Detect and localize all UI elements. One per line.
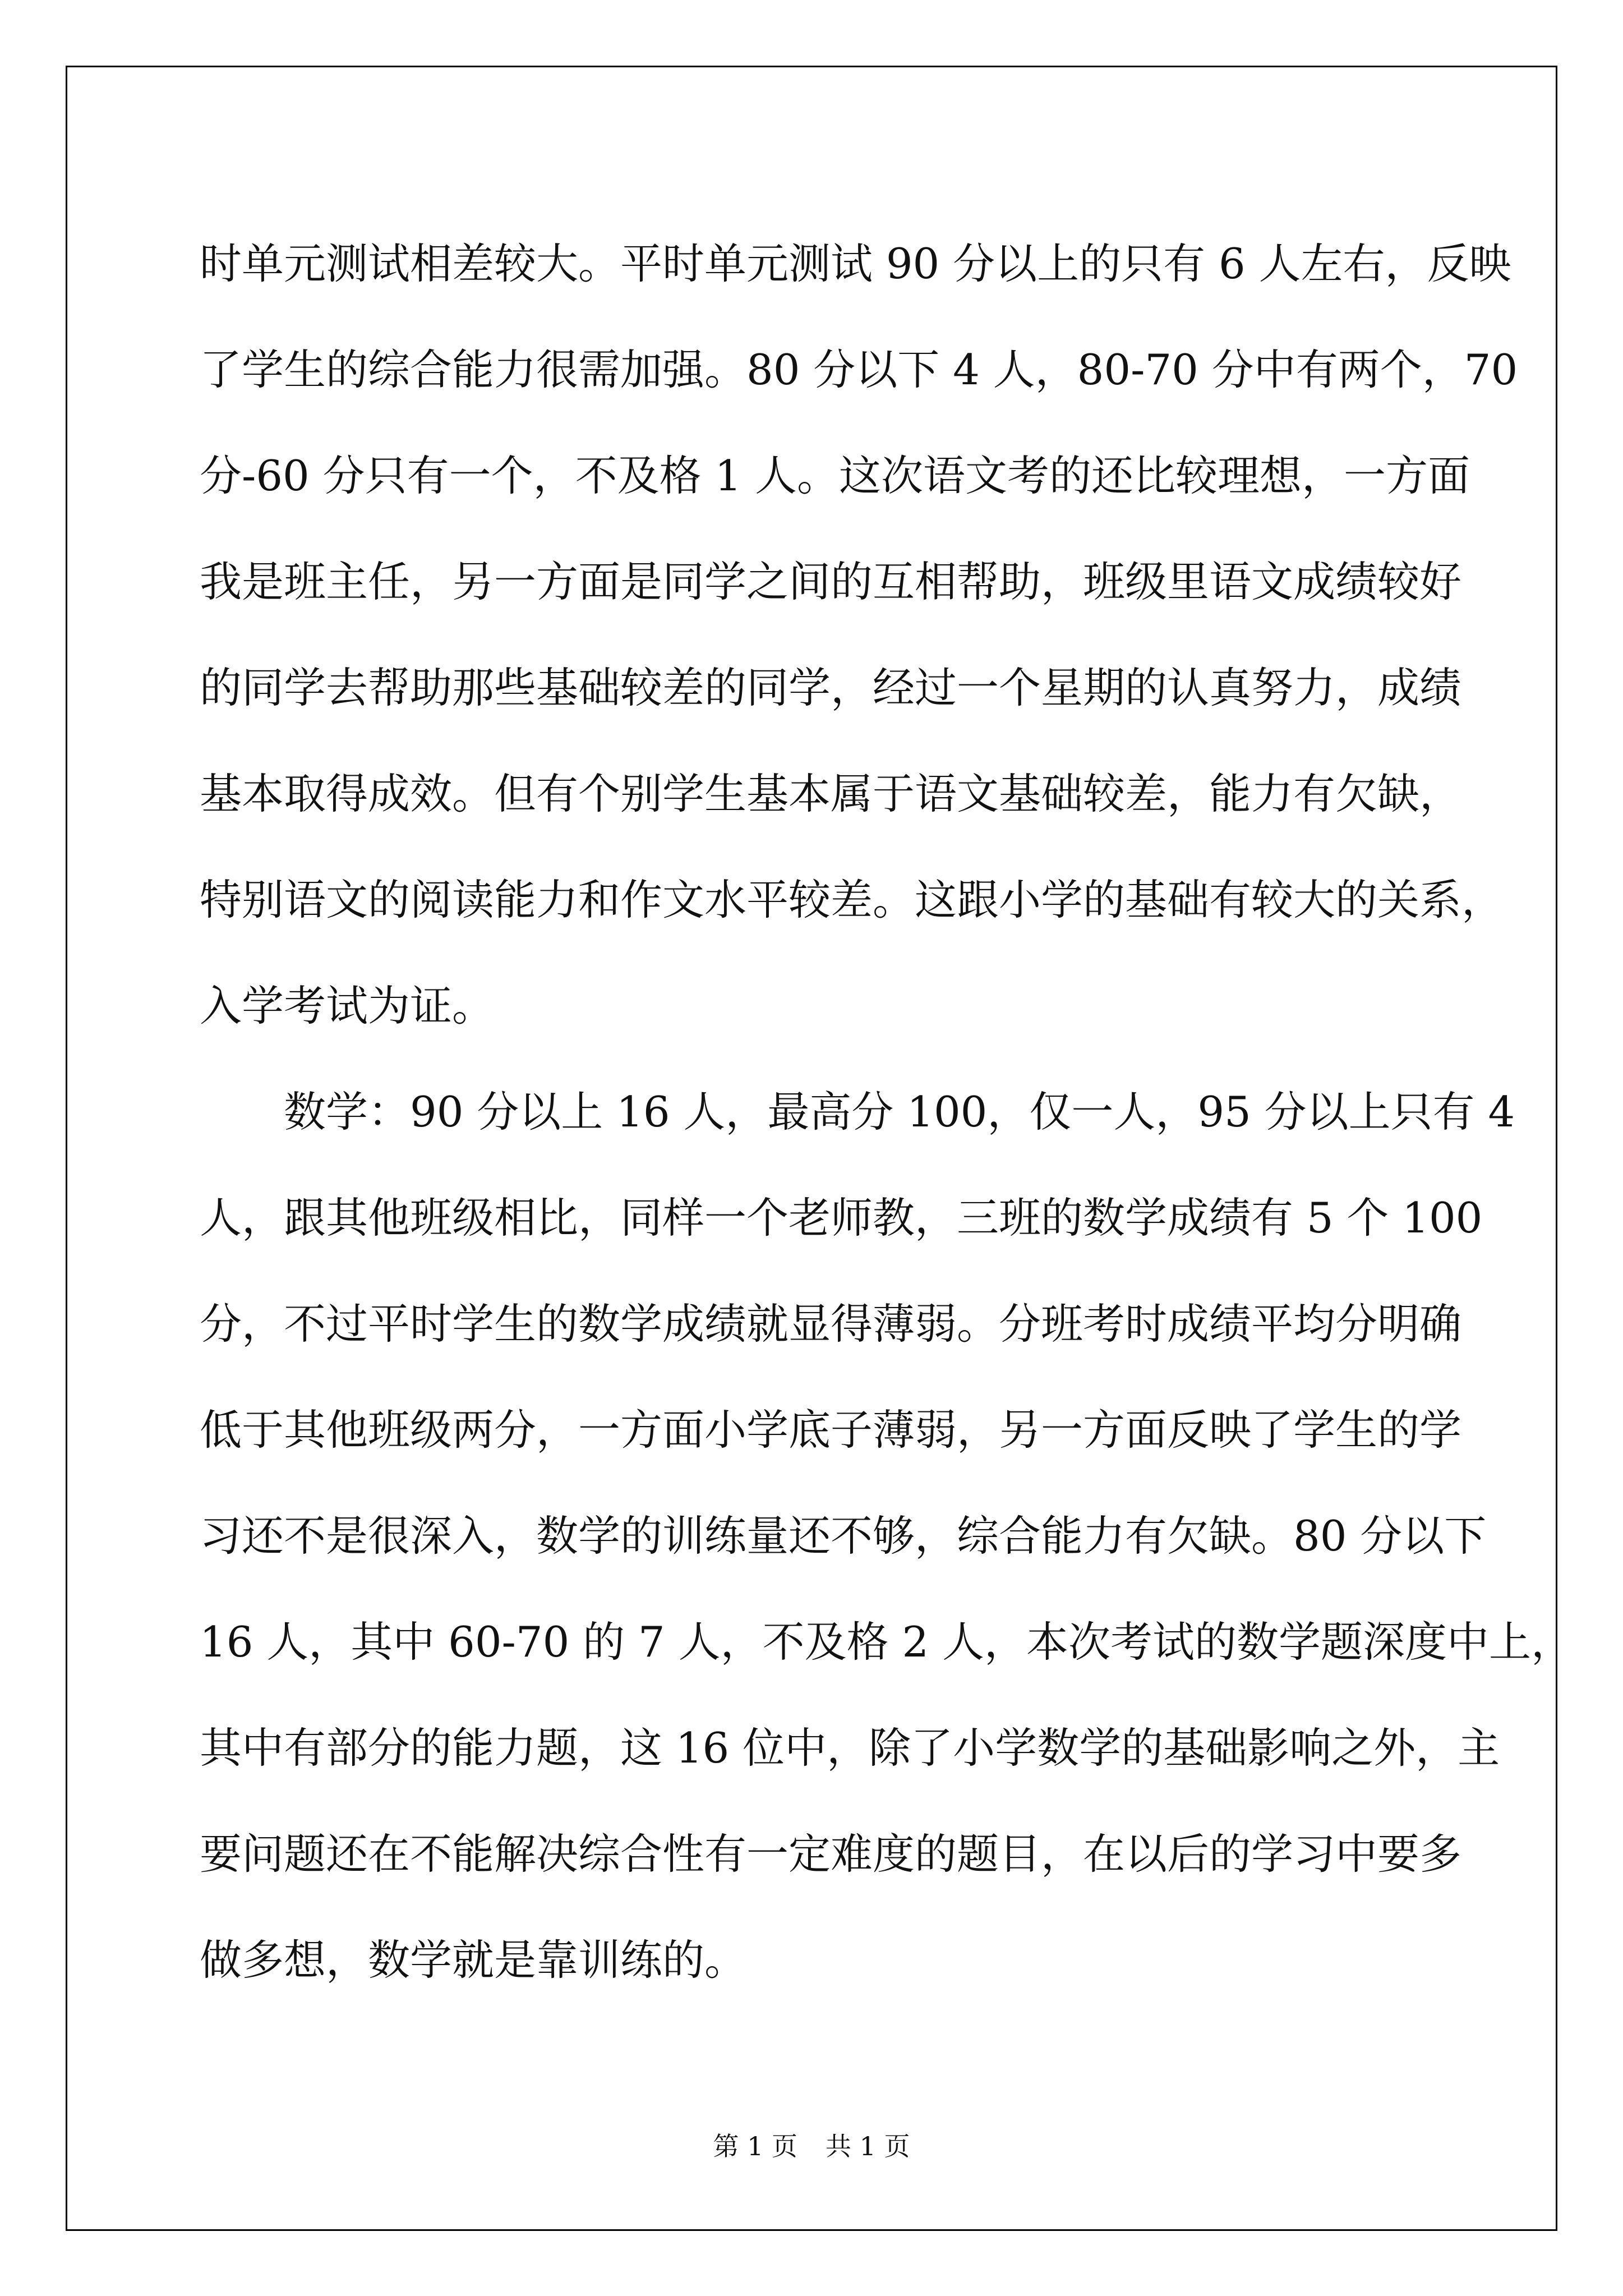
text-line: 时单元测试相差较大。平时单元测试 90 分以上的只有 6 人左右，反映 [200,239,1511,288]
page-footer [0,2126,1623,2163]
text-line: 了学生的综合能力很需加强。80 分以下 4 人，80-70 分中有两个，70 [200,345,1518,394]
text-line: 分，不过平时学生的数学成绩就显得薄弱。分班考时成绩平均分明确 [200,1299,1462,1349]
text-line: 做多想，数学就是靠训练的。 [200,1935,747,1985]
text-line: 数学：90 分以上 16 人，最高分 100，仅一人，95 分以上只有 4 [200,1087,1515,1137]
text-line: 我是班主任，另一方面是同学之间的互相帮助，班级里语文成绩较好 [200,557,1462,606]
paragraph-2 [200,1059,1573,2013]
text-line: 分-60 分只有一个，不及格 1 人。这次语文考的还比较理想，一方面 [200,451,1470,500]
text-line: 基本取得成效。但有个别学生基本属于语文基础较差，能力有欠缺， [200,769,1462,818]
text-line: 的同学去帮助那些基础较差的同学，经过一个星期的认真努力，成绩 [200,663,1462,712]
page-number: 第 1 页 [713,2131,797,2161]
paragraph-1 [200,211,1518,1059]
text-line: 入学考试为证。 [200,981,495,1030]
text-line: 特别语文的阅读能力和作文水平较差。这跟小学的基础有较大的关系， [200,875,1504,924]
text-line: 16 人，其中 60-70 的 7 人，不及格 2 人，本次考试的数学题深度中上， [200,1617,1573,1667]
document-body [200,211,1573,2013]
text-line: 低于其他班级两分，一方面小学底子薄弱，另一方面反映了学生的学 [200,1405,1462,1455]
text-line: 人，跟其他班级相比，同样一个老师教，三班的数学成绩有 5 个 100 [200,1193,1483,1243]
page-total: 共 1 页 [826,2131,910,2161]
text-line: 其中有部分的能力题，这 16 位中，除了小学数学的基础影响之外，主 [200,1723,1500,1773]
text-line: 要问题还在不能解决综合性有一定难度的题目，在以后的学习中要多 [200,1829,1462,1879]
text-line: 习还不是很深入，数学的训练量还不够，综合能力有欠缺。80 分以下 [200,1511,1487,1561]
